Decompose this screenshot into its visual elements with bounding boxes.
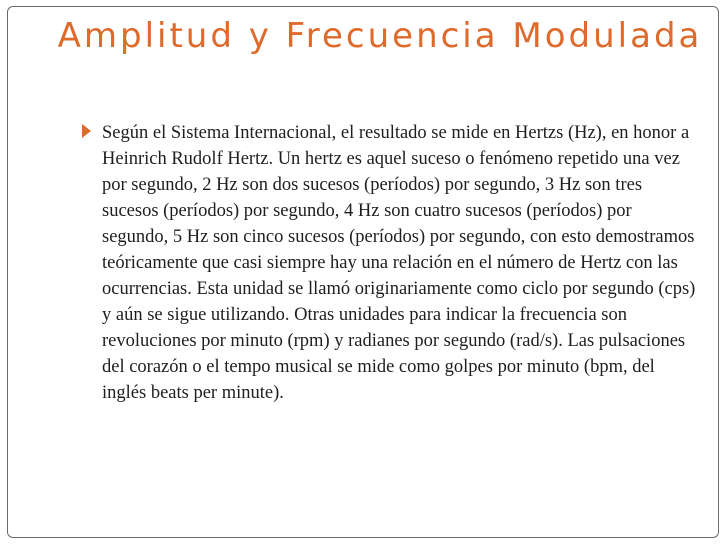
bullet-item	[78, 120, 698, 406]
bullet-text: Según el Sistema Internacional, el resultado se mide en Hertzs (Hz), en honor a Heinrich Rudolf Hertz. Un hertz es aquel suceso o fenómeno repetido una vez por segundo, 2 Hz son dos sucesos (períodos) por segundo, 3 Hz son tres sucesos (períodos) por segundo, 4 Hz son cuatro sucesos (períodos) por segundo, 5 Hz son cinco sucesos (períodos) por segundo, con esto demostramos teóricamente que casi siempre hay una relación en el número de Hertz con las ocurrencias. Esta unidad se llamó originariamente como ciclo por segundo (cps) y aún se sigue utilizando. Otras unidades para indicar la frecuencia son revoluciones por minuto (rpm) y radianes por segundo (rad/s). Las pulsaciones del corazón o el tempo musical se mide como golpes por minuto (bpm, del inglés beats per minute).	[102, 123, 696, 403]
triangle-bullet-icon	[82, 124, 91, 138]
bullet-list	[78, 120, 698, 406]
slide-title: Amplitud y Frecuencia Modulada	[57, 16, 703, 56]
